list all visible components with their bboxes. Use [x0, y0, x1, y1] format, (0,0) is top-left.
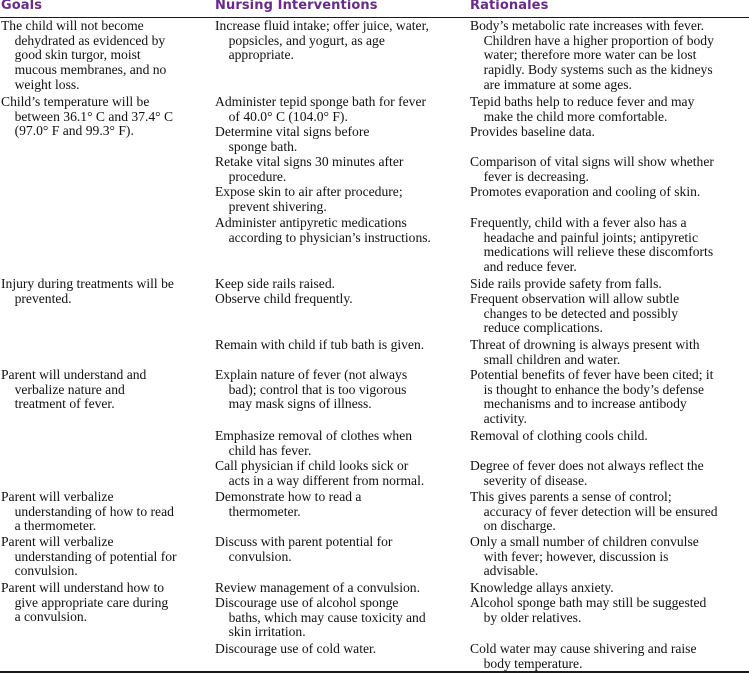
header-rationales: Rationales	[470, 0, 549, 13]
rationale-cell: This gives parents a sense of control; accuracy of fever detection will be ensured on discharge.	[470, 489, 718, 534]
intervention-cell: Increase fluid intake; offer juice, water, popsicles, and yogurt, as age appropriate.	[215, 18, 429, 63]
goal-cell: Parent will understand how to give appropriate care during a convulsion.	[1, 580, 169, 625]
rationale-cell: Provides baseline data.	[470, 124, 595, 139]
intervention-cell: Remain with child if tub bath is given.	[215, 337, 425, 352]
intervention-cell: Call physician if child looks sick or acts in a way different from normal.	[215, 458, 425, 488]
goal-cell: Child’s temperature will be between 36.1° C and 37.4° C (97.0° F and 99.3° F).	[1, 94, 174, 139]
intervention-cell: Explain nature of fever (not always bad); control that is too vigorous may mask signs of illness.	[215, 367, 408, 412]
intervention-cell: Discourage use of cold water.	[215, 641, 377, 656]
rationale-cell: Cold water may cause shivering and raise body temperature.	[470, 641, 697, 671]
rationale-cell: Comparison of vital signs will show whether fever is decreasing.	[470, 154, 714, 184]
goal-cell: Injury during treatments will be prevented.	[1, 276, 174, 306]
goal-cell: Parent will verbalize understanding of potential for convulsion.	[1, 534, 177, 579]
intervention-cell: Administer antipyretic medications according to physician’s instructions.	[215, 215, 431, 245]
rationale-cell: Body’s metabolic rate increases with fever. Children have a higher proportion of body water; therefore more water can be lost rapidly. Body systems such as the kidneys are immature at some ages.	[470, 18, 714, 92]
intervention-cell: Determine vital signs before sponge bath.	[215, 124, 370, 154]
rationale-cell: Tepid baths help to reduce fever and may make the child more comfortable.	[470, 94, 695, 124]
intervention-cell: Retake vital signs 30 minutes after procedure.	[215, 154, 404, 184]
intervention-cell: Review management of a convulsion.	[215, 580, 420, 595]
goal-cell: Parent will verbalize understanding of how to read a thermometer.	[1, 489, 174, 534]
rationale-cell: Only a small number of children convulse with fever; however, discussion is advisable.	[470, 534, 699, 579]
rationale-cell: Knowledge allays anxiety.	[470, 580, 614, 595]
intervention-cell: Observe child frequently.	[215, 291, 353, 306]
goal-cell: Parent will understand and verbalize nature and treatment of fever.	[1, 367, 147, 412]
intervention-cell: Demonstrate how to read a thermometer.	[215, 489, 362, 519]
rationale-cell: Degree of fever does not always reflect the severity of disease.	[470, 458, 704, 488]
intervention-cell: Keep side rails raised.	[215, 276, 336, 291]
header-goals: Goals	[1, 0, 43, 13]
rationale-cell: Side rails provide safety from falls.	[470, 276, 662, 291]
rationale-cell: Potential benefits of fever have been cited; it is thought to enhance the body’s defense mechanisms and to increase antibody activity.	[470, 367, 714, 427]
rationale-cell: Frequently, child with a fever also has a headache and painful joints; antipyretic medications will relieve these discomforts and reduce fever.	[470, 215, 714, 275]
table-header	[0, 0, 749, 18]
rationale-cell: Promotes evaporation and cooling of skin.	[470, 184, 701, 199]
header-nursing-interventions: Nursing Interventions	[215, 0, 378, 13]
intervention-cell: Discuss with parent potential for convulsion.	[215, 534, 393, 564]
intervention-cell: Administer tepid sponge bath for fever of 40.0° C (104.0° F).	[215, 94, 427, 124]
table-bottom-rule	[0, 671, 749, 673]
intervention-cell: Emphasize removal of clothes when child has fever.	[215, 428, 413, 458]
intervention-cell: Expose skin to air after procedure; prevent shivering.	[215, 184, 403, 214]
rationale-cell: Threat of drowning is always present with small children and water.	[470, 337, 700, 367]
rationale-cell: Removal of clothing cools child.	[470, 428, 648, 443]
goal-cell: The child will not become dehydrated as evidenced by good skin turgor, moist mucous membranes, and no weight loss.	[1, 18, 167, 92]
rationale-cell: Frequent observation will allow subtle changes to be detected and possibly reduce complications.	[470, 291, 680, 336]
intervention-cell: Discourage use of alcohol sponge baths, which may cause toxicity and skin irritation.	[215, 595, 426, 640]
rationale-cell: Alcohol sponge bath may still be suggested by older relatives.	[470, 595, 707, 625]
